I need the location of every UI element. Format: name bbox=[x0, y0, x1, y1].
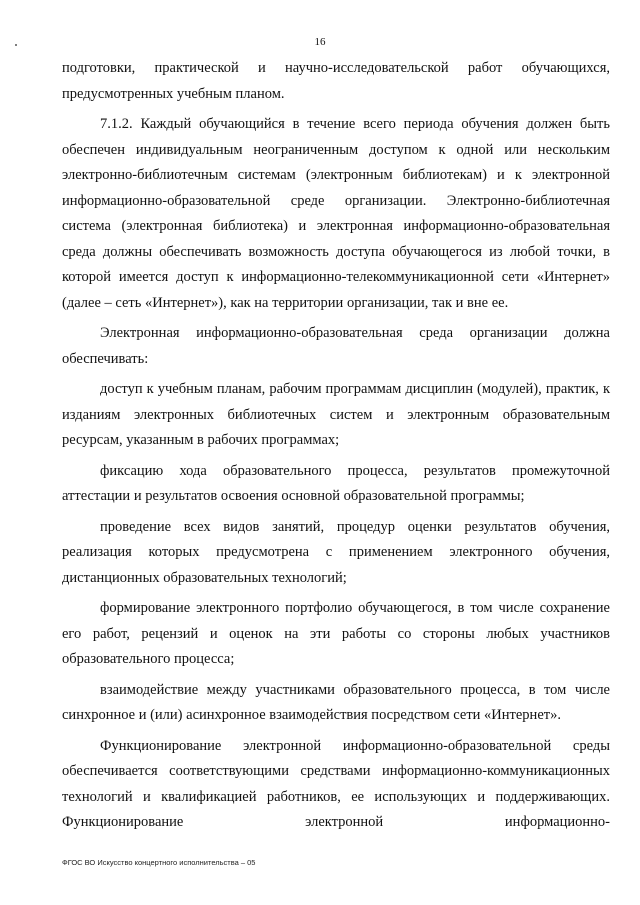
paragraph-7-1-2: 7.1.2. Каждый обучающийся в течение всего периода обучения должен быть обеспечен индивидуальным неограниченным доступом к одной или нескольким электронно-библиотечным системам (электронным библиотекам) и к электронной информационно-образовательной среде организации. Электронно-библиотечная система (электронная библиотека) и электронная информационно-образовательная среда должны обеспечивать возможность доступа обучающегося из любой точки, в которой имеется доступ к информационно-телекоммуникационной сети «Интернет» (далее – сеть «Интернет»), как на территории организации, так и вне ее. bbox=[62, 116, 610, 311]
document-body bbox=[62, 56, 610, 841]
list-item-portfolio: формирование электронного портфолио обучающегося, в том числе сохранение его работ, рецензий и оценок на эти работы со стороны любых участников образовательного процесса; bbox=[62, 600, 610, 667]
list-item-classes: проведение всех видов занятий, процедур оценки результатов обучения, реализация которых предусмотрена с применением электронного обучения, дистанционных образовательных технологий; bbox=[62, 518, 610, 586]
list-item-recording: фиксацию хода образовательного процесса, результатов промежуточной аттестации и результатов освоения основной образовательной программы; bbox=[62, 462, 610, 504]
list-item-interaction: взаимодействие между участниками образовательного процесса, в том числе синхронное и (или) асинхронное взаимодействия посредством сети «Интернет». bbox=[62, 681, 610, 723]
list-item-access: доступ к учебным планам, рабочим программам дисциплин (модулей), практик, к изданиям электронных библиотечных систем и электронным образовательным ресурсам, указанным в рабочих программах; bbox=[62, 381, 610, 448]
paragraph-eios-intro: Электронная информационно-образовательная среда организации должна обеспечивать: bbox=[62, 325, 610, 367]
page-number: 16 bbox=[314, 36, 326, 48]
paragraph-continuation: подготовки, практической и научно-исследовательской работ обучающихся, предусмотренных учебным планом. bbox=[62, 60, 610, 102]
page-footer: ФГОС ВО Искусство концертного исполнительства – 05 bbox=[62, 858, 256, 867]
paragraph-functioning: Функционирование электронной информационно-образовательной среды обеспечивается соответствующими средствами информационно-коммуникационных технологий и квалификацией работников, ее использующих и поддерживающих. Функционирование электронной информационно- bbox=[62, 737, 610, 830]
